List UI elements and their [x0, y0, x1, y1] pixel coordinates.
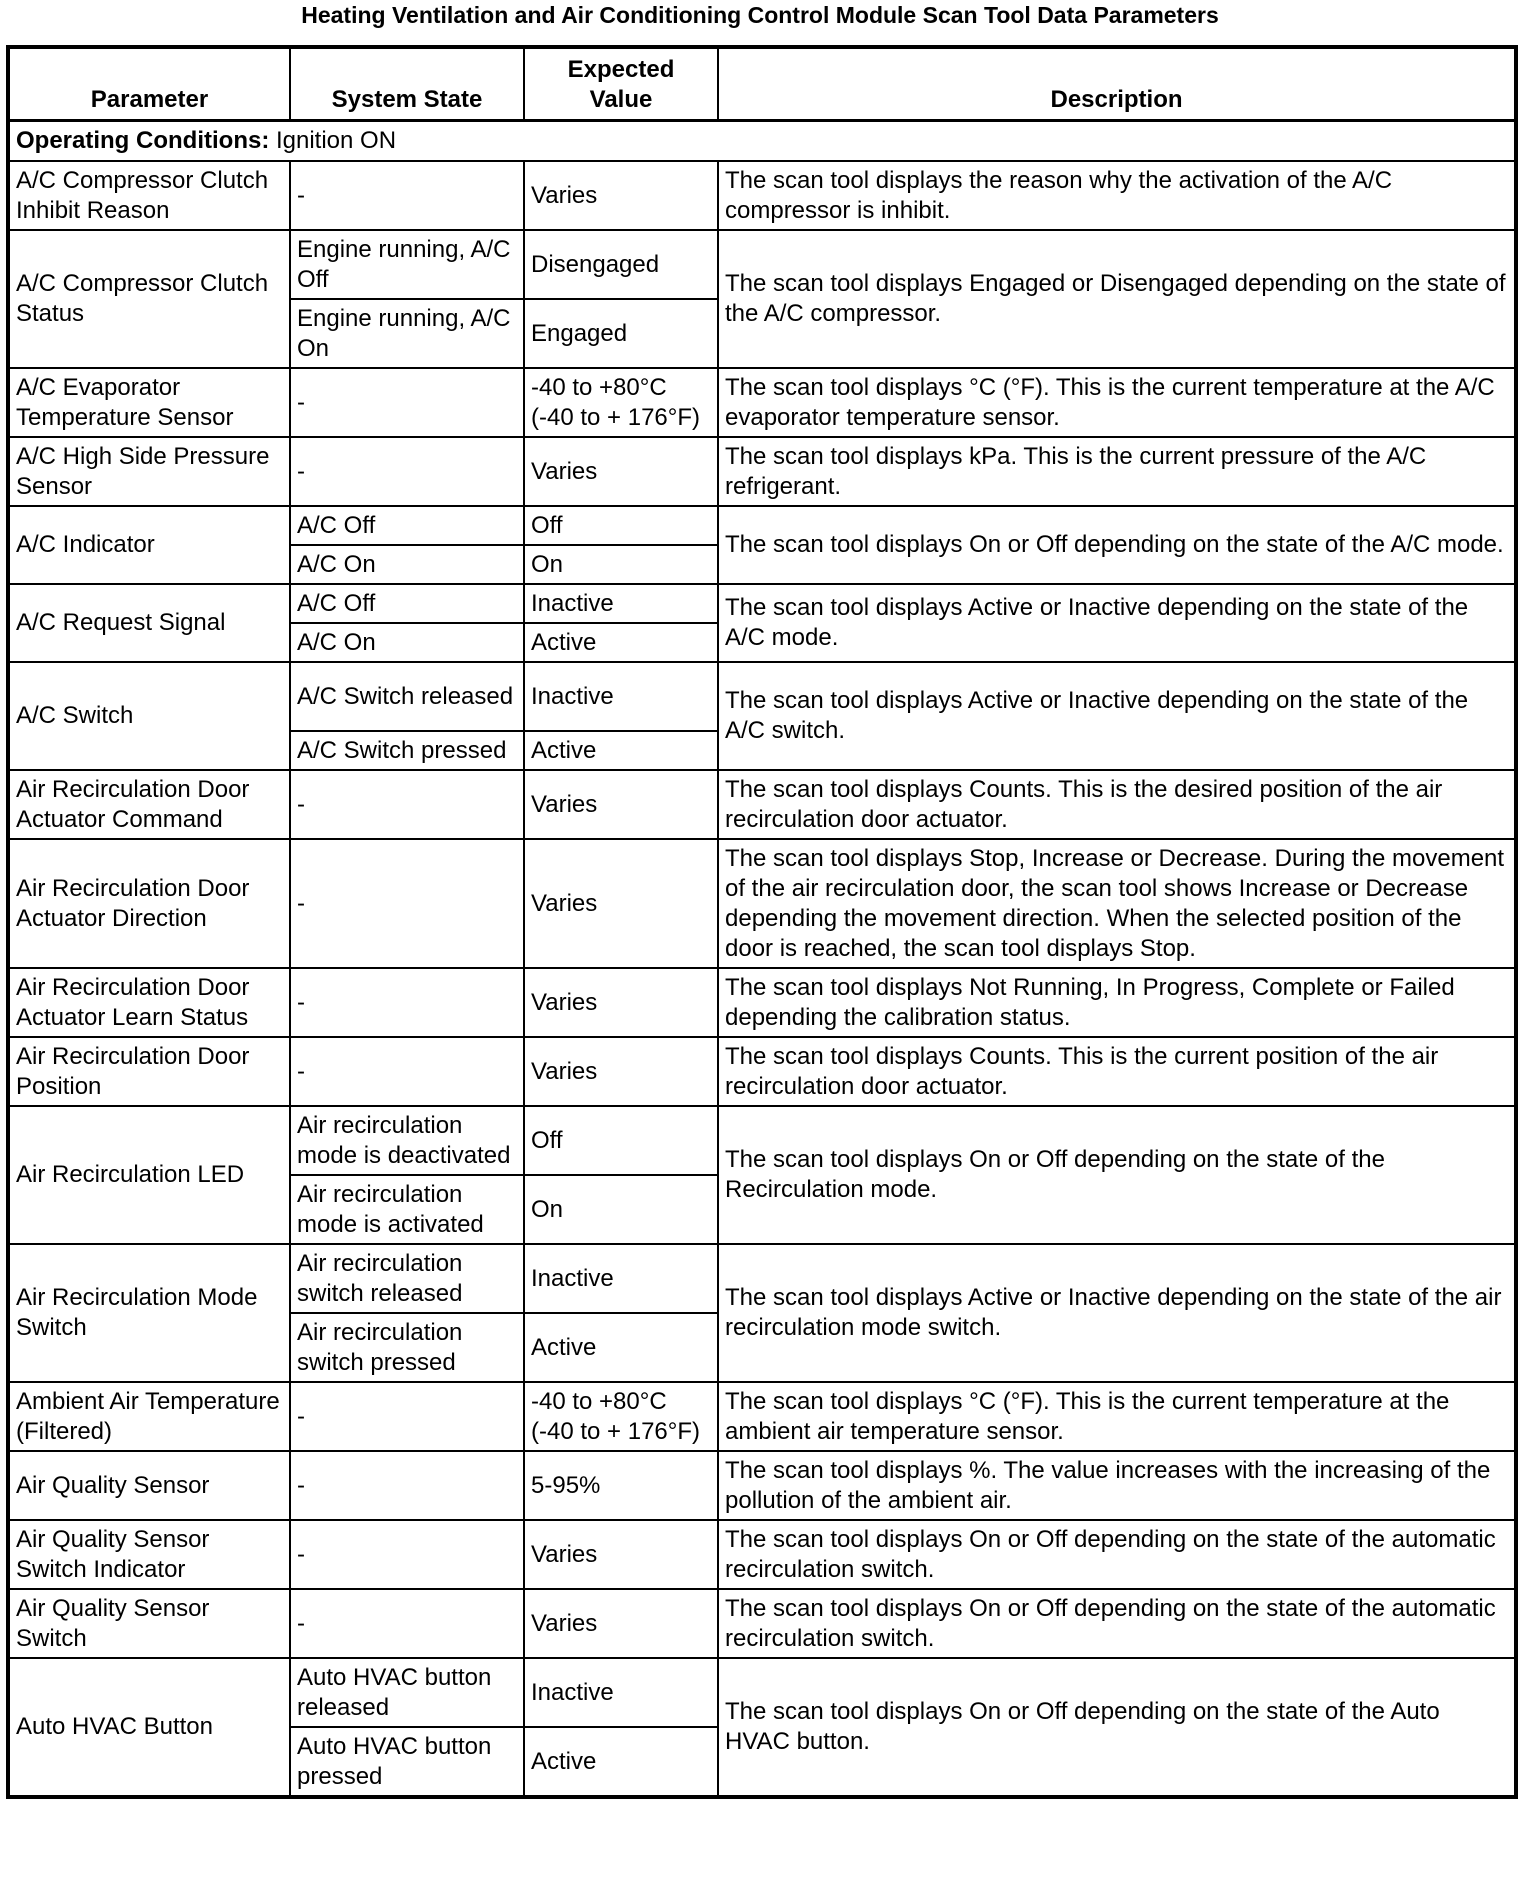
description-cell: The scan tool displays On or Off depending on the state of the automatic recirculation switch.: [718, 1589, 1516, 1658]
expected-value-cell: Active: [524, 1313, 718, 1382]
parameter-cell: Ambient Air Temperature (Filtered): [8, 1382, 290, 1451]
parameter-cell: A/C Switch: [8, 662, 290, 770]
system-state-cell: Auto HVAC button pressed: [290, 1727, 524, 1797]
description-cell: The scan tool displays On or Off depending on the state of the Auto HVAC button.: [718, 1658, 1516, 1797]
table-body: [8, 121, 1516, 1798]
table-row: [8, 839, 1516, 968]
system-state-cell: -: [290, 1451, 524, 1520]
description-cell: The scan tool displays On or Off depending on the state of the A/C mode.: [718, 506, 1516, 584]
system-state-cell: Engine running, A/C Off: [290, 230, 524, 299]
system-state-cell: Air recirculation switch released: [290, 1244, 524, 1313]
system-state-cell: -: [290, 368, 524, 437]
operating-conditions-cell: [8, 121, 1516, 162]
system-state-cell: -: [290, 437, 524, 506]
expected-value-cell: Active: [524, 1727, 718, 1797]
expected-value-cell: On: [524, 1175, 718, 1244]
expected-value-cell: Varies: [524, 161, 718, 230]
expected-value-cell: Active: [524, 623, 718, 662]
system-state-cell: -: [290, 770, 524, 839]
system-state-cell: Engine running, A/C On: [290, 299, 524, 368]
description-cell: The scan tool displays %. The value increases with the increasing of the pollution of the ambient air.: [718, 1451, 1516, 1520]
table-row: [8, 506, 1516, 545]
table-row: [8, 1589, 1516, 1658]
system-state-cell: A/C Off: [290, 584, 524, 623]
system-state-cell: Air recirculation mode is deactivated: [290, 1106, 524, 1175]
table-row: [8, 437, 1516, 506]
table-row: [8, 1451, 1516, 1520]
description-cell: The scan tool displays Counts. This is the desired position of the air recirculation door actuator.: [718, 770, 1516, 839]
page-title: Heating Ventilation and Air Conditioning Control Module Scan Tool Data Parameters: [301, 2, 1219, 28]
expected-value-cell: Varies: [524, 968, 718, 1037]
system-state-cell: Auto HVAC button released: [290, 1658, 524, 1727]
expected-value-cell: Inactive: [524, 662, 718, 731]
system-state-cell: -: [290, 839, 524, 968]
expected-value-cell: Off: [524, 1106, 718, 1175]
header-system-state: System State: [290, 47, 524, 121]
system-state-cell: A/C On: [290, 545, 524, 584]
parameter-cell: A/C Request Signal: [8, 584, 290, 662]
table-row: [8, 1244, 1516, 1313]
system-state-cell: -: [290, 1589, 524, 1658]
expected-value-cell: Varies: [524, 839, 718, 968]
header-description: Description: [718, 47, 1516, 121]
header-row: [8, 47, 1516, 121]
header-parameter: Parameter: [8, 47, 290, 121]
expected-value-cell: Inactive: [524, 1244, 718, 1313]
operating-conditions-value: Ignition ON: [269, 127, 397, 154]
expected-value-cell: Engaged: [524, 299, 718, 368]
description-cell: The scan tool displays Active or Inactive depending on the state of the air recirculation mode switch.: [718, 1244, 1516, 1382]
description-cell: The scan tool displays On or Off depending on the state of the automatic recirculation switch.: [718, 1520, 1516, 1589]
parameter-cell: Auto HVAC Button: [8, 1658, 290, 1797]
operating-conditions-row: [8, 121, 1516, 162]
system-state-cell: Air recirculation switch pressed: [290, 1313, 524, 1382]
parameter-cell: A/C Evaporator Temperature Sensor: [8, 368, 290, 437]
system-state-cell: -: [290, 1520, 524, 1589]
table-row: [8, 1106, 1516, 1175]
table-row: [8, 584, 1516, 623]
table-row: [8, 1520, 1516, 1589]
system-state-cell: -: [290, 1037, 524, 1106]
table-row: [8, 1658, 1516, 1727]
table-row: [8, 1382, 1516, 1451]
operating-conditions-label: Operating Conditions:: [16, 127, 270, 154]
parameter-cell: A/C Compressor Clutch Status: [8, 230, 290, 368]
expected-value-cell: Off: [524, 506, 718, 545]
expected-value-cell: On: [524, 545, 718, 584]
expected-value-cell: Varies: [524, 1589, 718, 1658]
description-cell: The scan tool displays °C (°F). This is the current temperature at the ambient air temperature sensor.: [718, 1382, 1516, 1451]
parameter-cell: Air Quality Sensor Switch: [8, 1589, 290, 1658]
description-cell: The scan tool displays Active or Inactive depending on the state of the A/C switch.: [718, 662, 1516, 770]
parameter-cell: Air Recirculation Door Position: [8, 1037, 290, 1106]
system-state-cell: A/C Switch pressed: [290, 731, 524, 770]
description-cell: The scan tool displays the reason why the activation of the A/C compressor is inhibit.: [718, 161, 1516, 230]
description-cell: The scan tool displays °C (°F). This is the current temperature at the A/C evaporator temperature sensor.: [718, 368, 1516, 437]
expected-value-cell: Inactive: [524, 1658, 718, 1727]
parameter-cell: Air Recirculation Door Actuator Learn Status: [8, 968, 290, 1037]
header-expected-value: Expected Value: [524, 47, 718, 121]
table-row: [8, 230, 1516, 299]
parameter-cell: A/C Indicator: [8, 506, 290, 584]
expected-value-cell: -40 to +80°C (-40 to + 176°F): [524, 1382, 718, 1451]
table-row: [8, 1037, 1516, 1106]
expected-value-cell: Active: [524, 731, 718, 770]
description-cell: The scan tool displays Active or Inactive depending on the state of the A/C mode.: [718, 584, 1516, 662]
expected-value-cell: Inactive: [524, 584, 718, 623]
expected-value-cell: Varies: [524, 1037, 718, 1106]
expected-value-cell: 5-95%: [524, 1451, 718, 1520]
parameter-cell: Air Quality Sensor Switch Indicator: [8, 1520, 290, 1589]
scan-tool-data-table: [6, 45, 1518, 1799]
system-state-cell: A/C On: [290, 623, 524, 662]
description-cell: The scan tool displays Stop, Increase or Decrease. During the movement of the air recirculation door, the scan tool shows Increase or Decrease depending the movement direction. When the selected position of the door is reached, the scan tool displays Stop.: [718, 839, 1516, 968]
parameter-cell: A/C Compressor Clutch Inhibit Reason: [8, 161, 290, 230]
table-row: [8, 770, 1516, 839]
table-row: [8, 968, 1516, 1037]
system-state-cell: A/C Off: [290, 506, 524, 545]
description-cell: The scan tool displays Not Running, In Progress, Complete or Failed depending the calibration status.: [718, 968, 1516, 1037]
description-cell: The scan tool displays kPa. This is the current pressure of the A/C refrigerant.: [718, 437, 1516, 506]
table-row: [8, 662, 1516, 731]
system-state-cell: -: [290, 968, 524, 1037]
description-cell: The scan tool displays Engaged or Disengaged depending on the state of the A/C compressor.: [718, 230, 1516, 368]
system-state-cell: Air recirculation mode is activated: [290, 1175, 524, 1244]
parameter-cell: Air Recirculation Door Actuator Command: [8, 770, 290, 839]
parameter-cell: Air Recirculation LED: [8, 1106, 290, 1244]
expected-value-cell: Varies: [524, 437, 718, 506]
table-row: [8, 368, 1516, 437]
description-cell: The scan tool displays Counts. This is the current position of the air recirculation door actuator.: [718, 1037, 1516, 1106]
parameter-cell: Air Quality Sensor: [8, 1451, 290, 1520]
expected-value-cell: Varies: [524, 1520, 718, 1589]
parameter-cell: Air Recirculation Mode Switch: [8, 1244, 290, 1382]
expected-value-cell: Varies: [524, 770, 718, 839]
parameter-cell: Air Recirculation Door Actuator Direction: [8, 839, 290, 968]
parameter-cell: A/C High Side Pressure Sensor: [8, 437, 290, 506]
system-state-cell: -: [290, 161, 524, 230]
expected-value-cell: Disengaged: [524, 230, 718, 299]
description-cell: The scan tool displays On or Off depending on the state of the Recirculation mode.: [718, 1106, 1516, 1244]
system-state-cell: -: [290, 1382, 524, 1451]
expected-value-cell: -40 to +80°C (-40 to + 176°F): [524, 368, 718, 437]
system-state-cell: A/C Switch released: [290, 662, 524, 731]
table-row: [8, 161, 1516, 230]
